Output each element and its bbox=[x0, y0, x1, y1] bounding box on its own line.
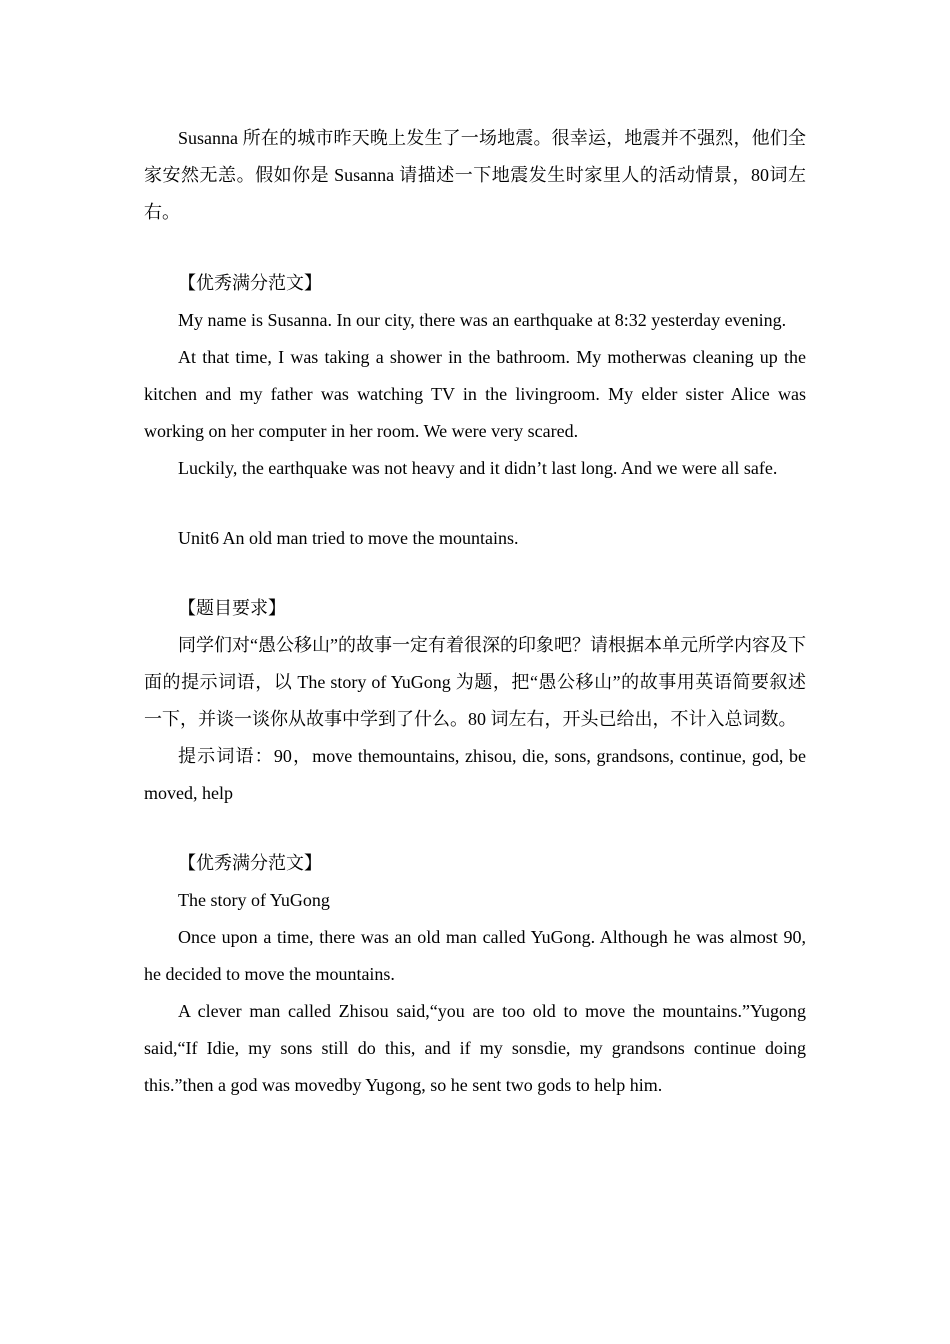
spacer bbox=[144, 487, 806, 520]
story-title: The story of YuGong bbox=[178, 890, 330, 910]
earthquake-prompt: Susanna 所在的城市昨天晚上发生了一场地震。很幸运，地震并不强烈，他们全家安然无恙。假如你是 Susanna 请描述一下地震发生时家里人的活动情景，80词左右。 bbox=[144, 128, 806, 222]
model-essay-heading-1: 【优秀满分范文】 bbox=[178, 273, 322, 293]
requirement-heading: 【题目要求】 bbox=[178, 598, 286, 618]
model-paragraph: Luckily, the earthquake was not heavy and it didn’t last long. And we were all safe. bbox=[178, 458, 778, 478]
spacer bbox=[144, 812, 806, 845]
unit-title: Unit6 An old man tried to move the mountains. bbox=[178, 528, 519, 548]
model-paragraph: Once upon a time, there was an old man called YuGong. Although he was almost 90, he decided to move the mountains. bbox=[144, 927, 806, 984]
document-page bbox=[144, 120, 806, 1104]
model-paragraph: My name is Susanna. In our city, there was an earthquake at 8:32 yesterday evening. bbox=[178, 310, 787, 330]
model-paragraph: A clever man called Zhisou said,“you are too old to move the mountains.”Yugong said,“If Idie, my sons still do this, and if my sonsdie, my grandsons continue doing this.”then a god was movedby Yugong, so he sent two gods to help him. bbox=[144, 1001, 806, 1095]
spacer bbox=[144, 557, 806, 590]
hint-words: 提示词语：90，move themountains, zhisou, die, sons, grandsons, continue, god, be moved, help bbox=[144, 746, 806, 803]
requirement-text: 同学们对“愚公移山”的故事一定有着很深的印象吧？请根据本单元所学内容及下面的提示词语，以 The story of YuGong 为题，把“愚公移山”的故事用英语简要叙述一下，并谈一谈你从故事中学到了什么。80 词左右，开头已给出，不计入总词数。 bbox=[144, 635, 806, 729]
model-essay-heading-2: 【优秀满分范文】 bbox=[178, 853, 322, 873]
spacer bbox=[144, 231, 806, 265]
model-paragraph: At that time, I was taking a shower in the bathroom. My motherwas cleaning up the kitchen and my father was watching TV in the livingroom. My elder sister Alice was working on her computer in her room. We were very scared. bbox=[144, 347, 806, 441]
